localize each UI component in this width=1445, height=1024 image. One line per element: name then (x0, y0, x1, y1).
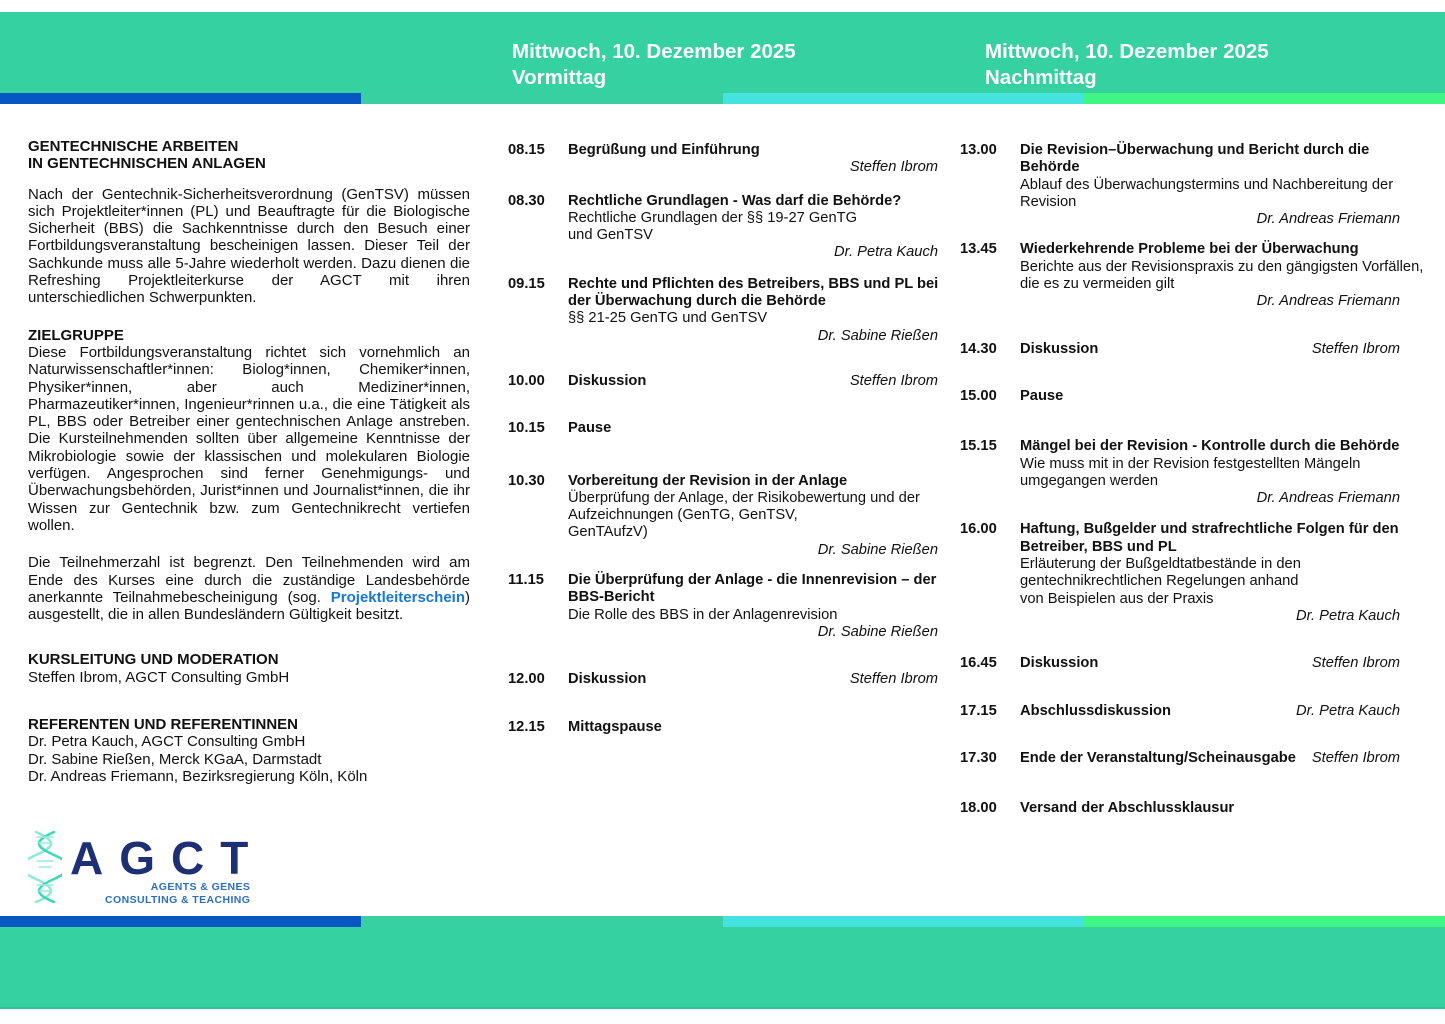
schedule-time: 13.45 (960, 241, 997, 258)
schedule-time: 11.15 (508, 572, 544, 589)
stripe-segment-teal (361, 93, 722, 104)
footer-band (0, 927, 1445, 1009)
schedule-speaker: Dr. Sabine Rießen (817, 541, 938, 558)
schedule-item (508, 276, 938, 345)
schedule-speaker: Steffen Ibrom (1311, 749, 1400, 766)
schedule-time: 10.15 (508, 420, 545, 437)
referent-line: Dr. Sabine Rießen, Merck KGaA, Darmstadt (28, 750, 322, 768)
logo-subtitle-2: CONSULTING & TEACHING (105, 894, 251, 907)
teilnehmer-paragraph: Die Teilnehmerzahl ist begrenzt. Den Teilnehmenden wird am Ende des Kurses eine durch die zuständige Landesbehörde anerkannte Teilnahmebescheinigung (sog. Projektleiterschein) ausgestellt, die in allen Bundesländern Gültigkeit besitzt. (28, 554, 470, 624)
projektleiterschein-link[interactable]: Projektleiterschein (330, 588, 465, 606)
schedule-title: Vorbereitung der Revision in der Anlage (568, 472, 848, 489)
schedule-description: GenTAufzV) (568, 524, 648, 541)
bottom-color-stripe (0, 916, 1445, 927)
schedule-time: 12.15 (508, 718, 545, 735)
schedule-time: 17.15 (960, 702, 997, 719)
schedule-title: Rechtliche Grundlagen - Was darf die Behörde? (568, 192, 902, 209)
schedule-speaker: Dr. Andreas Friemann (1256, 490, 1400, 507)
schedule-description: Überprüfung der Anlage, der Risikobewertung und der (568, 489, 920, 506)
schedule-item (960, 142, 1400, 228)
header-morning (512, 39, 796, 91)
schedule-time: 10.00 (508, 372, 545, 389)
stripe-segment-cyan (723, 916, 1084, 927)
schedule-title: Pause (1020, 387, 1064, 404)
info-column (28, 138, 470, 945)
schedule-title: Mittagspause (568, 718, 662, 735)
schedule-item (960, 800, 1400, 817)
schedule-description: Erläuterung der Bußgeldtatbestände in den (1020, 556, 1301, 573)
schedule-description: Rechtliche Grundlagen der §§ 19-27 GenTG (568, 209, 858, 226)
schedule-item (508, 373, 938, 390)
schedule-item (960, 521, 1400, 625)
schedule-title: Pause (568, 420, 612, 437)
schedule-description: von Beispielen aus der Praxis (1020, 590, 1214, 607)
schedule-speaker: Steffen Ibrom (849, 372, 938, 389)
schedule-description: Berichte aus der Revisionspraxis zu den gängigsten Vorfällen, (1020, 258, 1424, 275)
schedule-time: 09.15 (508, 275, 545, 292)
schedule-title: Abschlussdiskussion (1020, 702, 1171, 719)
logo-letters: AGCT (70, 832, 265, 885)
schedule-title: Versand der Abschlussklausur (1020, 800, 1235, 817)
schedule-title: der Überwachung durch die Behörde (568, 293, 826, 310)
schedule-speaker: Dr. Andreas Friemann (1256, 293, 1400, 310)
schedule-afternoon-column (960, 142, 1424, 817)
header-morning-date: Mittwoch, 10. Dezember 2025 (512, 40, 796, 63)
schedule-speaker: Dr. Petra Kauch (1296, 702, 1400, 719)
schedule-title: Wiederkehrende Probleme bei der Überwachung (1020, 241, 1359, 258)
referenten-heading: REFERENTEN UND REFERENTINNEN (28, 716, 299, 734)
schedule-time: 16.45 (960, 655, 997, 672)
schedule-time: 15.00 (960, 387, 997, 404)
kursleitung-block (28, 651, 470, 686)
schedule-speaker: Dr. Sabine Rießen (817, 327, 938, 344)
schedule-title: Mängel bei der Revision - Kontrolle durch die Behörde (1020, 438, 1400, 455)
logo-text (70, 829, 264, 907)
referent-line: Dr. Andreas Friemann, Bezirksregierung Köln, Köln (28, 767, 368, 785)
schedule-item (508, 142, 938, 177)
stripe-segment-blue (0, 93, 361, 104)
schedule-title: Begrüßung und Einführung (568, 142, 760, 158)
schedule-speaker: Dr. Andreas Friemann (1256, 211, 1400, 228)
logo-subtitle-1: AGENTS & GENES (150, 881, 251, 894)
schedule-description: Revision (1020, 193, 1077, 210)
schedule-item (960, 388, 1400, 405)
schedule-item (508, 671, 938, 688)
stripe-segment-blue (0, 916, 361, 927)
document-title: GENTECHNISCHE ARBEITEN IN GENTECHNISCHEN ANLAGEN (28, 138, 266, 173)
schedule-title: Haftung, Bußgelder und strafrechtliche Folgen für den (1020, 521, 1399, 538)
header-morning-label: Vormittag (512, 66, 607, 89)
schedule-speaker: Steffen Ibrom (849, 671, 938, 688)
top-color-stripe (0, 93, 1445, 104)
schedule-title: Diskussion (568, 372, 647, 389)
schedule-speaker: Steffen Ibrom (849, 159, 938, 176)
schedule-speaker: Steffen Ibrom (1311, 340, 1400, 357)
schedule-description: die es zu vermeiden gilt (1020, 276, 1175, 293)
schedule-title: Diskussion (1020, 340, 1099, 357)
schedule-item (960, 703, 1400, 720)
schedule-description: Die Rolle des BBS in der Anlagenrevision (568, 606, 838, 623)
schedule-speaker: Dr. Sabine Rießen (817, 623, 938, 640)
schedule-time: 13.00 (960, 142, 997, 158)
schedule-item (960, 341, 1400, 358)
schedule-time: 15.15 (960, 438, 997, 455)
schedule-title: Die Revision–Überwachung und Bericht durch die (1020, 142, 1370, 158)
schedule-description: Ablauf des Überwachungstermins und Nachbereitung der (1020, 176, 1394, 193)
schedule-morning-column (508, 142, 938, 736)
schedule-title: Rechte und Pflichten des Betreibers, BBS und PL bei (568, 275, 939, 292)
schedule-item (508, 473, 938, 559)
schedule-title: Diskussion (1020, 655, 1099, 672)
stripe-segment-green (1084, 916, 1445, 927)
schedule-time: 14.30 (960, 340, 997, 357)
schedule-item (508, 193, 938, 262)
schedule-title: Ende der Veranstaltung/Scheinausgabe (1020, 749, 1296, 766)
schedule-speaker: Dr. Petra Kauch (1296, 607, 1400, 624)
header-afternoon-date: Mittwoch, 10. Dezember 2025 (985, 40, 1269, 63)
schedule-time: 10.30 (508, 472, 545, 489)
schedule-item (508, 420, 938, 437)
schedule-title: Behörde (1020, 159, 1080, 176)
stripe-segment-cyan (723, 93, 1084, 104)
dna-helix-icon (28, 831, 62, 903)
schedule-item (960, 241, 1424, 310)
zielgruppe-paragraph: Diese Fortbildungsveranstaltung richtet sich vornehmlich an Naturwissenschaftler*innen: Biolog*innen, Chemiker*innen, Physiker*innen, aber auch Mediziner*innen, Pharmazeutiker*innen, Ingenieur*rinnen u.a., die eine Tätigkeit als PL, BBS oder Betreiber einer gentechnischen Anlage anstreben. Die Kursteilnehmenden sollten über allgemeine Kenntnisse der Mikrobiologie sowie der klassischen und molekularen Biologie verfügen. Angesprochen sind ferner Genehmigungs- und Überwachungsbehörden, Jurist*innen und Journalist*innen, die ihr Wissen zur Gentechnik bzw. zum Gentechnikrecht vertiefen wollen. (28, 343, 470, 534)
schedule-title: Betreiber, BBS und PL (1020, 538, 1177, 555)
schedule-description: umgegangen werden (1020, 472, 1159, 489)
schedule-item (508, 572, 938, 641)
header-band (0, 12, 1445, 93)
schedule-time: 12.00 (508, 671, 545, 688)
schedule-description: und GenTSV (568, 227, 653, 244)
stripe-segment-green (1084, 93, 1445, 104)
schedule-speaker: Dr. Petra Kauch (834, 244, 938, 261)
schedule-title: BBS-Bericht (568, 589, 655, 606)
agct-logo (28, 829, 470, 905)
intro-paragraph: Nach der Gentechnik-Sicherheitsverordnung (GenTSV) müssen sich Projektleiter*innen (PL) und Beauftragte für die Biologische Sicherheit (BBS) die Sachkenntnisse durch den Besuch einer Fortbildungsveranstaltung bescheinigen lassen. Dieser Teil der Sachkunde muss alle 5-Jahre wiederholt werden. Dazu dienen die Refreshing Projektleiterkurse der AGCT mit ihren unterschiedlichen Schwerpunkten. (28, 185, 470, 307)
schedule-time: 17.30 (960, 749, 997, 766)
schedule-item (960, 750, 1400, 767)
schedule-time: 08.30 (508, 192, 545, 209)
schedule-description: Aufzeichnungen (GenTG, GenTSV, (568, 507, 798, 524)
schedule-item (960, 655, 1400, 672)
zielgruppe-heading: ZIELGRUPPE (28, 326, 124, 344)
schedule-time: 08.15 (508, 142, 545, 158)
schedule-description: §§ 21-25 GenTG und GenTSV (568, 310, 768, 327)
header-afternoon-label: Nachmittag (985, 66, 1097, 89)
schedule-item (508, 719, 938, 736)
schedule-speaker: Steffen Ibrom (1311, 655, 1400, 672)
referent-line: Dr. Petra Kauch, AGCT Consulting GmbH (28, 733, 306, 751)
schedule-title: Diskussion (568, 671, 647, 688)
schedule-time: 18.00 (960, 800, 997, 817)
kursleitung-heading: KURSLEITUNG UND MODERATION (28, 651, 279, 669)
schedule-item (960, 438, 1400, 507)
referenten-block (28, 716, 470, 785)
schedule-description: gentechnikrechtlichen Regelungen anhand (1020, 573, 1299, 590)
schedule-title: Die Überprüfung der Anlage - die Innenrevision – der (568, 572, 937, 589)
schedule-time: 16.00 (960, 521, 997, 538)
kursleitung-name: Steffen Ibrom, AGCT Consulting GmbH (28, 668, 290, 686)
header-afternoon (985, 39, 1269, 91)
stripe-segment-teal (361, 916, 722, 927)
schedule-description: Wie muss mit in der Revision festgestellten Mängeln (1020, 455, 1361, 472)
